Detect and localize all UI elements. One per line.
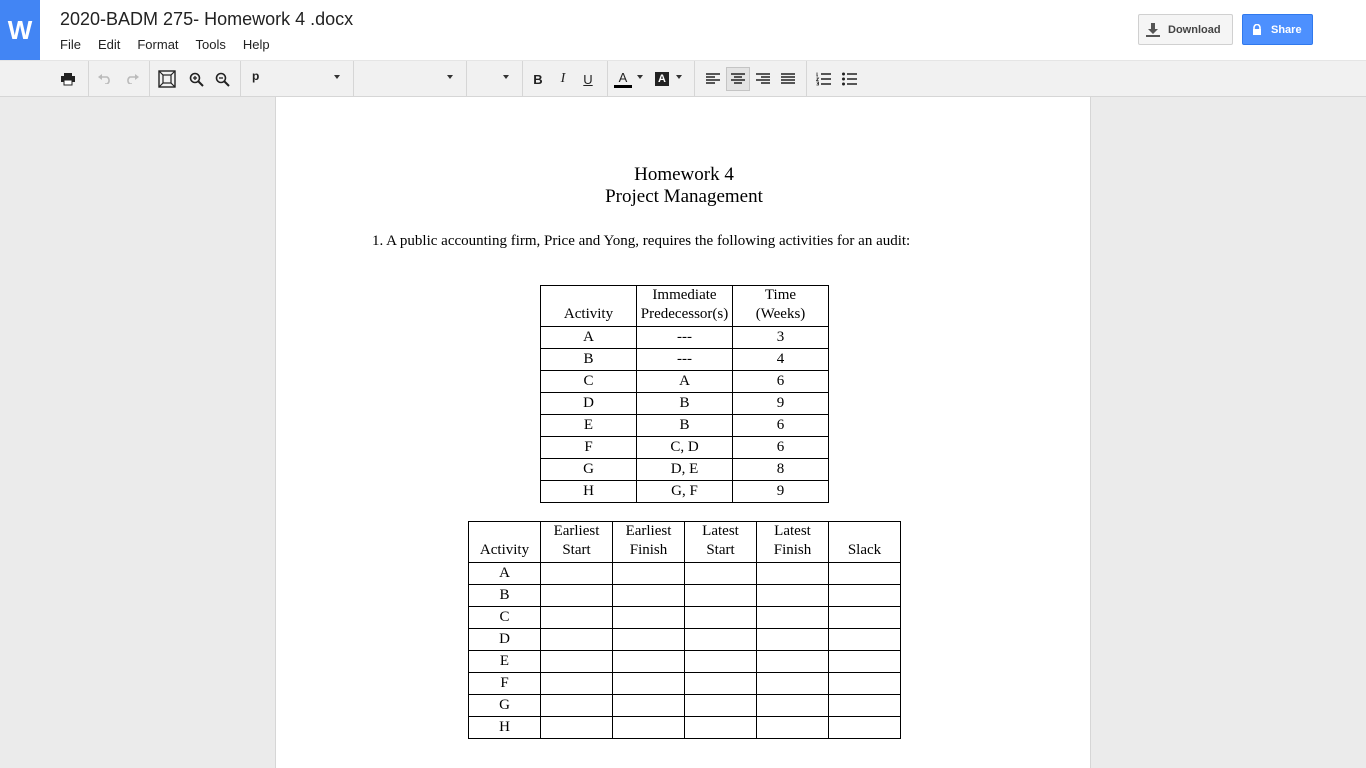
- table-row: [469, 651, 901, 673]
- chevron-down-icon: [676, 75, 682, 79]
- table-header-cell: Earliest Start: [541, 522, 613, 563]
- align-right-button[interactable]: [752, 67, 774, 91]
- table-cell[interactable]: [685, 651, 757, 673]
- table-cell: ---: [637, 327, 733, 349]
- table-cell[interactable]: [613, 607, 685, 629]
- toolbar-separator: [240, 61, 241, 97]
- table-row: [541, 371, 829, 393]
- align-justify-button[interactable]: [777, 67, 799, 91]
- document-title[interactable]: 2020-BADM 275- Homework 4 .docx: [60, 9, 354, 29]
- align-center-button[interactable]: [726, 67, 750, 91]
- toolbar-separator: [353, 61, 354, 97]
- lock-icon: [1252, 24, 1262, 35]
- document-subheading: Project Management: [605, 186, 763, 207]
- table-row: [469, 563, 901, 585]
- table-cell: F: [541, 437, 637, 459]
- table-cell: H: [469, 717, 541, 739]
- table-cell[interactable]: [541, 607, 613, 629]
- table-cell[interactable]: [757, 585, 829, 607]
- paragraph-style-select[interactable]: [252, 69, 347, 89]
- table-cell: 9: [733, 481, 829, 503]
- table-cell[interactable]: [613, 695, 685, 717]
- table-cell[interactable]: [685, 717, 757, 739]
- table-header-cell: Activity: [541, 286, 637, 327]
- table-cell: B: [637, 415, 733, 437]
- table-cell[interactable]: [757, 695, 829, 717]
- undo-icon: [98, 74, 112, 84]
- table-cell: 6: [733, 415, 829, 437]
- table-cell[interactable]: [757, 673, 829, 695]
- text-color-icon: A: [618, 69, 628, 85]
- table-cell: 6: [733, 437, 829, 459]
- schedule-table: [468, 521, 901, 739]
- redo-icon: [125, 74, 139, 84]
- highlight-color-icon: A: [655, 72, 669, 86]
- table-cell: E: [541, 415, 637, 437]
- table-cell[interactable]: [685, 585, 757, 607]
- table-header-row: [469, 522, 901, 563]
- bold-button[interactable]: [528, 67, 548, 91]
- table-cell[interactable]: [541, 651, 613, 673]
- table-cell: F: [469, 673, 541, 695]
- print-button[interactable]: [58, 67, 78, 91]
- table-cell[interactable]: [613, 629, 685, 651]
- table-cell: 4: [733, 349, 829, 371]
- table-cell[interactable]: [757, 717, 829, 739]
- table-cell: A: [541, 327, 637, 349]
- chevron-down-icon: [637, 75, 643, 79]
- font-family-select[interactable]: [360, 69, 460, 89]
- table-cell: C: [541, 371, 637, 393]
- table-cell: C, D: [637, 437, 733, 459]
- table-cell[interactable]: [829, 585, 901, 607]
- table-cell: D: [469, 629, 541, 651]
- menu-tools[interactable]: Tools: [195, 37, 226, 52]
- numbered-list-button[interactable]: [813, 67, 833, 91]
- table-cell[interactable]: [829, 673, 901, 695]
- table-cell: B: [541, 349, 637, 371]
- table-header-cell: Slack: [829, 522, 901, 563]
- italic-icon: I: [560, 71, 566, 86]
- align-center-icon: [731, 73, 745, 85]
- table-header-cell: Latest Finish: [757, 522, 829, 563]
- fit-page-icon: [158, 70, 176, 88]
- menu-format[interactable]: Format: [137, 37, 179, 52]
- table-header-cell: Activity: [469, 522, 541, 563]
- align-left-button[interactable]: [702, 67, 724, 91]
- chevron-down-icon: [334, 75, 340, 79]
- document-page[interactable]: [275, 97, 1091, 768]
- table-header-cell: Time (Weeks): [733, 286, 829, 327]
- align-justify-icon: [781, 73, 795, 85]
- paragraph-style-value: p: [252, 69, 260, 83]
- highlight-color-button[interactable]: [652, 67, 672, 91]
- table-cell[interactable]: [829, 695, 901, 717]
- table-row: [541, 349, 829, 371]
- table-cell[interactable]: [613, 563, 685, 585]
- table-cell: B: [469, 585, 541, 607]
- fit-page-button[interactable]: [156, 67, 178, 91]
- table-cell: C: [469, 607, 541, 629]
- table-row: [469, 717, 901, 739]
- underline-icon: U: [583, 71, 593, 87]
- text-color-swatch: [614, 85, 632, 88]
- table-row: [469, 607, 901, 629]
- download-label: Download: [1168, 23, 1221, 36]
- table-cell: D, E: [637, 459, 733, 481]
- table-cell[interactable]: [541, 673, 613, 695]
- toolbar-separator: [149, 61, 150, 97]
- table-cell: H: [541, 481, 637, 503]
- app-logo[interactable]: W: [0, 0, 40, 60]
- table-cell: G: [541, 459, 637, 481]
- table-cell: 3: [733, 327, 829, 349]
- font-size-select[interactable]: [472, 69, 516, 89]
- table-cell[interactable]: [541, 563, 613, 585]
- toolbar-separator: [607, 61, 608, 97]
- table-row: [541, 393, 829, 415]
- italic-button[interactable]: [553, 67, 573, 91]
- table-header-cell: Latest Start: [685, 522, 757, 563]
- table-cell: D: [541, 393, 637, 415]
- menu-edit[interactable]: Edit: [97, 37, 121, 52]
- table-cell: A: [637, 371, 733, 393]
- table-row: [541, 437, 829, 459]
- text-color-button[interactable]: [613, 67, 633, 91]
- table-cell[interactable]: [757, 607, 829, 629]
- table-cell[interactable]: [757, 563, 829, 585]
- chevron-down-icon: [447, 75, 453, 79]
- table-cell: E: [469, 651, 541, 673]
- table-header-cell: Immediate Predecessor(s): [637, 286, 733, 327]
- toolbar-separator: [522, 61, 523, 97]
- table-cell[interactable]: [541, 695, 613, 717]
- toolbar-separator: [88, 61, 89, 97]
- table-cell: 9: [733, 393, 829, 415]
- table-header-cell: Earliest Finish: [613, 522, 685, 563]
- toolbar-separator: [466, 61, 467, 97]
- table-row: [469, 629, 901, 651]
- table-cell[interactable]: [757, 651, 829, 673]
- align-left-icon: [706, 73, 720, 85]
- align-right-icon: [756, 73, 770, 85]
- table-cell[interactable]: [541, 585, 613, 607]
- menu-file[interactable]: File: [60, 37, 81, 52]
- table-cell[interactable]: [613, 717, 685, 739]
- chevron-down-icon: [503, 75, 509, 79]
- formatting-toolbar: [0, 60, 1366, 97]
- app-header: [0, 0, 1366, 60]
- toolbar-separator: [806, 61, 807, 97]
- activity-predecessor-table: [540, 285, 829, 503]
- table-cell[interactable]: [613, 673, 685, 695]
- table-cell[interactable]: [829, 629, 901, 651]
- underline-button[interactable]: [578, 67, 598, 91]
- table-row: [541, 415, 829, 437]
- zoom-out-icon: [215, 72, 230, 87]
- table-cell: 6: [733, 371, 829, 393]
- table-cell[interactable]: [829, 563, 901, 585]
- table-cell[interactable]: [685, 629, 757, 651]
- share-button[interactable]: [1242, 14, 1313, 45]
- table-cell: 8: [733, 459, 829, 481]
- table-cell[interactable]: [613, 585, 685, 607]
- table-cell[interactable]: [541, 717, 613, 739]
- table-cell[interactable]: [829, 651, 901, 673]
- table-row: [469, 695, 901, 717]
- redo-button[interactable]: [122, 67, 142, 91]
- table-cell[interactable]: [829, 717, 901, 739]
- question-text: 1. A public accounting firm, Price and Yong, requires the following activities for an audit:: [372, 233, 911, 249]
- share-label: Share: [1271, 23, 1302, 36]
- table-row: [541, 481, 829, 503]
- zoom-in-button[interactable]: [186, 67, 206, 91]
- table-row: [469, 673, 901, 695]
- table-row: [541, 459, 829, 481]
- download-button[interactable]: [1138, 14, 1233, 45]
- table-cell: G, F: [637, 481, 733, 503]
- table-cell[interactable]: [685, 607, 757, 629]
- table-cell: B: [637, 393, 733, 415]
- table-header-row: [541, 286, 829, 327]
- table-cell[interactable]: [541, 629, 613, 651]
- table-cell[interactable]: [685, 563, 757, 585]
- bulleted-list-icon: [842, 72, 857, 86]
- zoom-in-icon: [189, 72, 204, 87]
- table-cell[interactable]: [685, 695, 757, 717]
- zoom-out-button[interactable]: [212, 67, 232, 91]
- table-cell[interactable]: [613, 651, 685, 673]
- toolbar-separator: [694, 61, 695, 97]
- undo-button[interactable]: [95, 67, 115, 91]
- table-cell: ---: [637, 349, 733, 371]
- download-icon: [1145, 22, 1161, 38]
- table-cell[interactable]: [829, 607, 901, 629]
- document-heading: Homework 4: [634, 164, 734, 185]
- table-cell[interactable]: [685, 673, 757, 695]
- numbered-list-icon: [816, 72, 831, 86]
- menu-help[interactable]: Help: [242, 37, 270, 52]
- table-cell: G: [469, 695, 541, 717]
- menu-bar: [60, 37, 287, 52]
- table-row: [541, 327, 829, 349]
- table-cell: A: [469, 563, 541, 585]
- bulleted-list-button[interactable]: [839, 67, 859, 91]
- bold-icon: B: [533, 71, 543, 87]
- table-cell[interactable]: [757, 629, 829, 651]
- table-row: [469, 585, 901, 607]
- print-icon: [61, 72, 75, 86]
